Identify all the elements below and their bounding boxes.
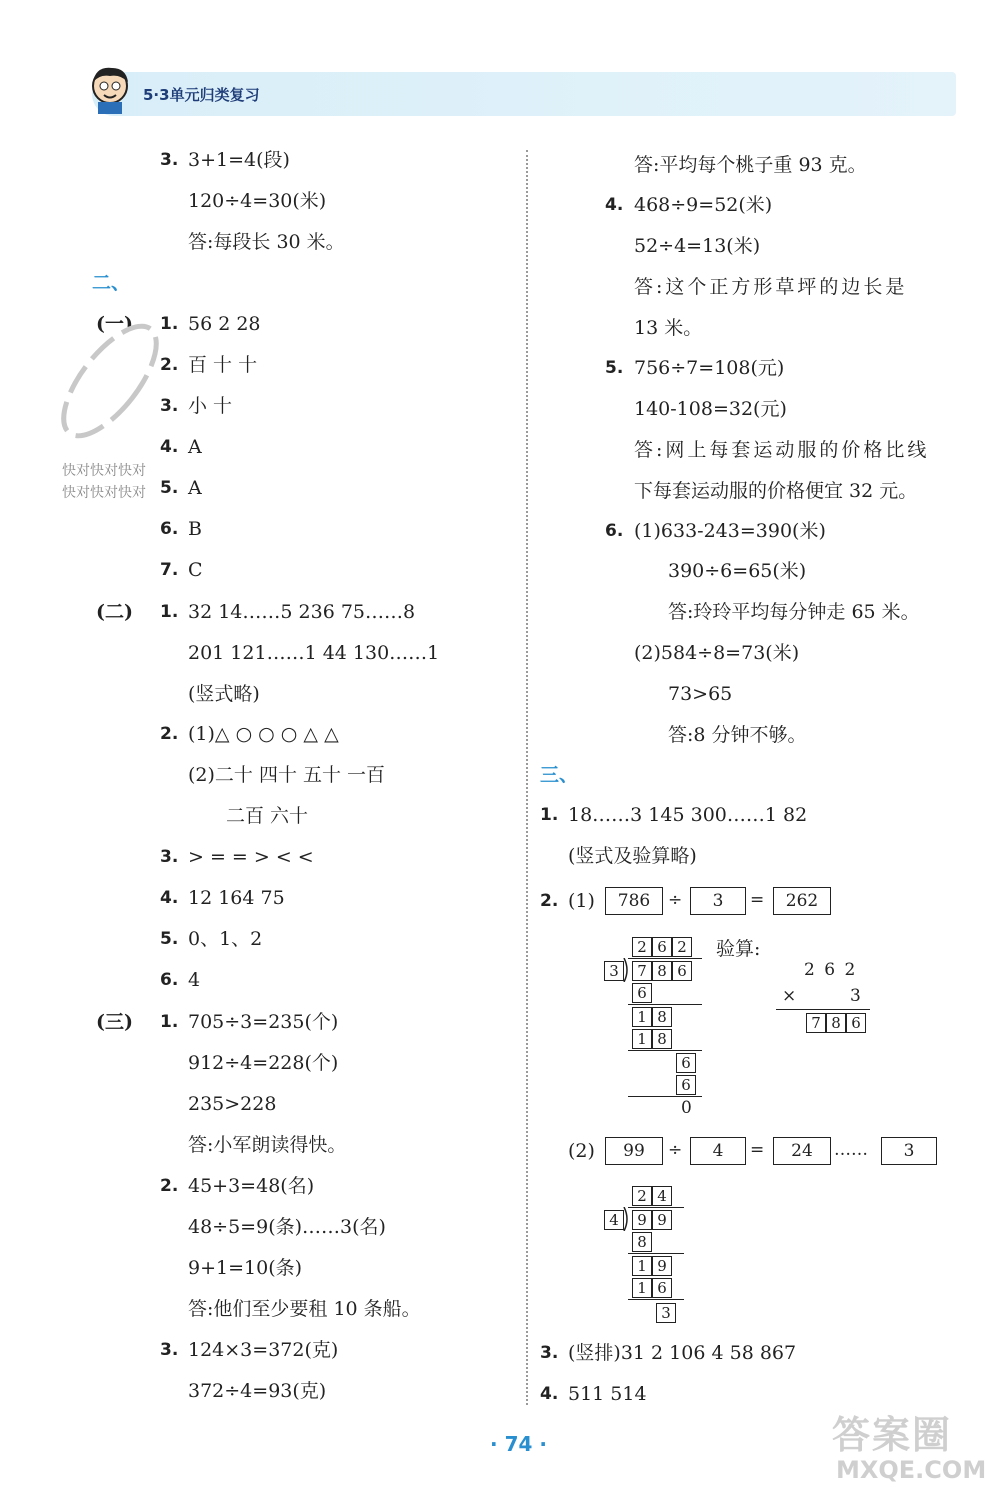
page-number: · 74 ·: [490, 1432, 547, 1456]
subsection-label: (一): [96, 313, 133, 335]
answer-line: C: [188, 559, 203, 581]
digit-box: 8: [632, 1232, 652, 1252]
answer-line: 13 米。: [634, 317, 703, 339]
item-number: 4.: [160, 437, 179, 457]
item-number: 3.: [540, 1343, 559, 1363]
answer-line: 百 十 十: [188, 354, 258, 376]
multiplicand: 2 6 2: [804, 960, 858, 980]
answer-line: 48÷5=9(条)……3(名): [188, 1216, 386, 1238]
equals-sign: =: [750, 890, 765, 910]
answer-line: 答:玲玲平均每分钟走 65 米。: [668, 601, 920, 623]
digit-box: 8: [652, 1029, 672, 1049]
digit-box: 6: [676, 1075, 696, 1095]
digit-box: 6: [632, 983, 652, 1003]
section-heading-3: 三、: [540, 764, 579, 786]
digit-box: 1: [632, 1029, 652, 1049]
answer-line: 4: [188, 969, 201, 991]
answer-line: A: [188, 477, 202, 499]
item-number: 4.: [540, 1384, 559, 1404]
answer-box-divisor: 4: [690, 1137, 746, 1165]
digit-box: 6: [652, 937, 672, 957]
answer-line: (竖式及验算略): [568, 845, 697, 867]
digit-box: 8: [652, 961, 672, 981]
answer-box-remainder: 3: [881, 1137, 937, 1165]
division-bracket-icon: [622, 1207, 632, 1231]
division-line: [628, 1096, 702, 1097]
remainder-dots: ……: [834, 1140, 868, 1160]
item-number: 6.: [160, 519, 179, 539]
sub-item-label: (2): [568, 1140, 595, 1162]
answer-line: (1)633-243=390(米): [634, 520, 826, 542]
item-number: 4.: [605, 195, 624, 215]
digit-box: 4: [652, 1186, 672, 1206]
item-number: 5.: [160, 478, 179, 498]
item-number: 2.: [540, 891, 559, 911]
answer-line: 答:每段长 30 米。: [188, 231, 345, 253]
boy-mascot-icon: [84, 62, 138, 116]
digit-box: 6: [676, 1053, 696, 1073]
answer-box-quotient: 262: [773, 887, 831, 915]
answer-line: 56 2 28: [188, 313, 261, 335]
digit-box: 3: [604, 961, 624, 981]
answer-box-quotient: 24: [773, 1137, 831, 1165]
answer-line: 235>228: [188, 1093, 277, 1115]
answer-line: 468÷9=52(米): [634, 194, 773, 216]
answer-line: 372÷4=93(克): [188, 1380, 327, 1402]
answer-box-dividend: 99: [605, 1137, 663, 1165]
stamp-watermark-icon: [50, 306, 170, 456]
division-bracket-icon: [622, 958, 632, 982]
digit-box: 8: [652, 1007, 672, 1027]
division-bar: [628, 958, 702, 959]
answer-line: 511 514: [568, 1383, 647, 1405]
digit-box: 7: [632, 961, 652, 981]
division-line: [628, 1253, 684, 1254]
answer-line: 756÷7=108(元): [634, 357, 785, 379]
remainder: 0: [681, 1098, 692, 1118]
equals-sign: =: [750, 1140, 765, 1160]
digit-box: 6: [672, 961, 692, 981]
digit-box: 9: [632, 1210, 652, 1230]
digit-box: 2: [632, 1186, 652, 1206]
stamp-watermark-text: 快对快对快对: [62, 485, 146, 501]
sub-item-label: (1): [568, 890, 595, 912]
column-divider: [526, 150, 528, 1405]
verify-label: 验算:: [716, 938, 761, 960]
answer-line: 390÷6=65(米): [668, 560, 807, 582]
divide-sign: ÷: [668, 1140, 683, 1160]
answer-line: 912÷4=228(个): [188, 1052, 339, 1074]
answer-line: 答:小军朗读得快。: [188, 1134, 347, 1156]
answer-line: 答:平均每个桃子重 93 克。: [634, 154, 867, 176]
digit-box: 6: [652, 1278, 672, 1298]
subsection-label: (二): [96, 601, 133, 623]
digit-box: 8: [826, 1013, 846, 1033]
answer-box-divisor: 3: [690, 887, 746, 915]
item-number: 2.: [160, 724, 179, 744]
digit-box: 9: [652, 1210, 672, 1230]
site-watermark-url: MXQE.COM: [836, 1456, 987, 1484]
item-number: 3.: [160, 396, 179, 416]
answer-line: 0、1、2: [188, 928, 263, 950]
answer-line: 9+1=10(条): [188, 1257, 303, 1279]
answer-line: 答:他们至少要租 10 条船。: [188, 1298, 421, 1320]
times-sign: ×: [782, 986, 797, 1006]
site-watermark-logo: 答案圈: [832, 1413, 953, 1457]
subsection-label: (三): [96, 1011, 133, 1033]
answer-line: 答:8 分钟不够。: [668, 724, 807, 746]
answer-line: 45+3=48(名): [188, 1175, 315, 1197]
item-number: 1.: [540, 805, 559, 825]
answer-line: 答:这个正方形草坪的边长是: [634, 276, 908, 298]
digit-box: 2: [632, 937, 652, 957]
answer-line: (2)二十 四十 五十 一百: [188, 764, 386, 786]
section-heading-2: 二、: [92, 272, 131, 294]
answer-line: B: [188, 518, 202, 540]
answer-line: 小 十: [188, 395, 233, 417]
answer-line: (竖排)31 2 106 4 58 867: [568, 1342, 797, 1364]
answer-line: 705÷3=235(个): [188, 1011, 339, 1033]
answer-line: (2)584÷8=73(米): [634, 642, 800, 664]
digit-box: 1: [632, 1278, 652, 1298]
item-number: 1.: [160, 602, 179, 622]
answer-line: 下每套运动服的价格便宜 32 元。: [634, 480, 918, 502]
item-number: 1.: [160, 314, 179, 334]
digit-box: 6: [846, 1013, 866, 1033]
answer-line: 3+1=4(段): [188, 149, 290, 171]
item-number: 6.: [160, 970, 179, 990]
digit-box: 2: [672, 937, 692, 957]
answer-line: > = = > < <: [188, 846, 314, 868]
item-number: 3.: [160, 1340, 179, 1360]
item-number: 6.: [605, 521, 624, 541]
division-line: [628, 1299, 684, 1300]
digit-box: 1: [632, 1007, 652, 1027]
answer-line: A: [188, 436, 202, 458]
answer-line: 140-108=32(元): [634, 398, 787, 420]
item-number: 2.: [160, 1176, 179, 1196]
digit-box: 7: [806, 1013, 826, 1033]
division-bar: [628, 1207, 684, 1208]
item-number: 7.: [160, 560, 179, 580]
answer-line: 32 14……5 236 75……8: [188, 601, 416, 623]
answer-line: 18……3 145 300……1 82: [568, 804, 808, 826]
answer-line: 12 164 75: [188, 887, 285, 909]
answer-line: 52÷4=13(米): [634, 235, 761, 257]
item-number: 2.: [160, 355, 179, 375]
division-line: [628, 1050, 702, 1051]
division-line: [628, 1004, 702, 1005]
digit-box: 9: [652, 1256, 672, 1276]
answer-line: (1)△ ○ ○ ○ △ △: [188, 723, 339, 745]
item-number: 5.: [160, 929, 179, 949]
item-number: 4.: [160, 888, 179, 908]
multiplier: 3: [850, 986, 861, 1006]
divide-sign: ÷: [668, 890, 683, 910]
answer-line: 二百 六十: [226, 805, 309, 827]
item-number: 1.: [160, 1012, 179, 1032]
item-number: 3.: [160, 150, 179, 170]
item-number: 5.: [605, 358, 624, 378]
digit-box: 4: [604, 1210, 624, 1230]
header-title: 5·3单元归类复习: [143, 86, 260, 104]
answer-line: 答:网上每套运动服的价格比线: [634, 439, 930, 461]
item-number: 3.: [160, 847, 179, 867]
stamp-watermark-text: 快对快对快对: [62, 463, 146, 479]
answer-line: (竖式略): [188, 683, 260, 705]
answer-line: 120÷4=30(米): [188, 190, 327, 212]
answer-box-dividend: 786: [605, 887, 663, 915]
multiply-line: [776, 1009, 870, 1010]
answer-line: 201 121……1 44 130……1: [188, 642, 440, 664]
digit-box: 3: [656, 1303, 676, 1323]
answer-line: 124×3=372(克): [188, 1339, 339, 1361]
digit-box: 1: [632, 1256, 652, 1276]
answer-line: 73>65: [668, 683, 733, 705]
